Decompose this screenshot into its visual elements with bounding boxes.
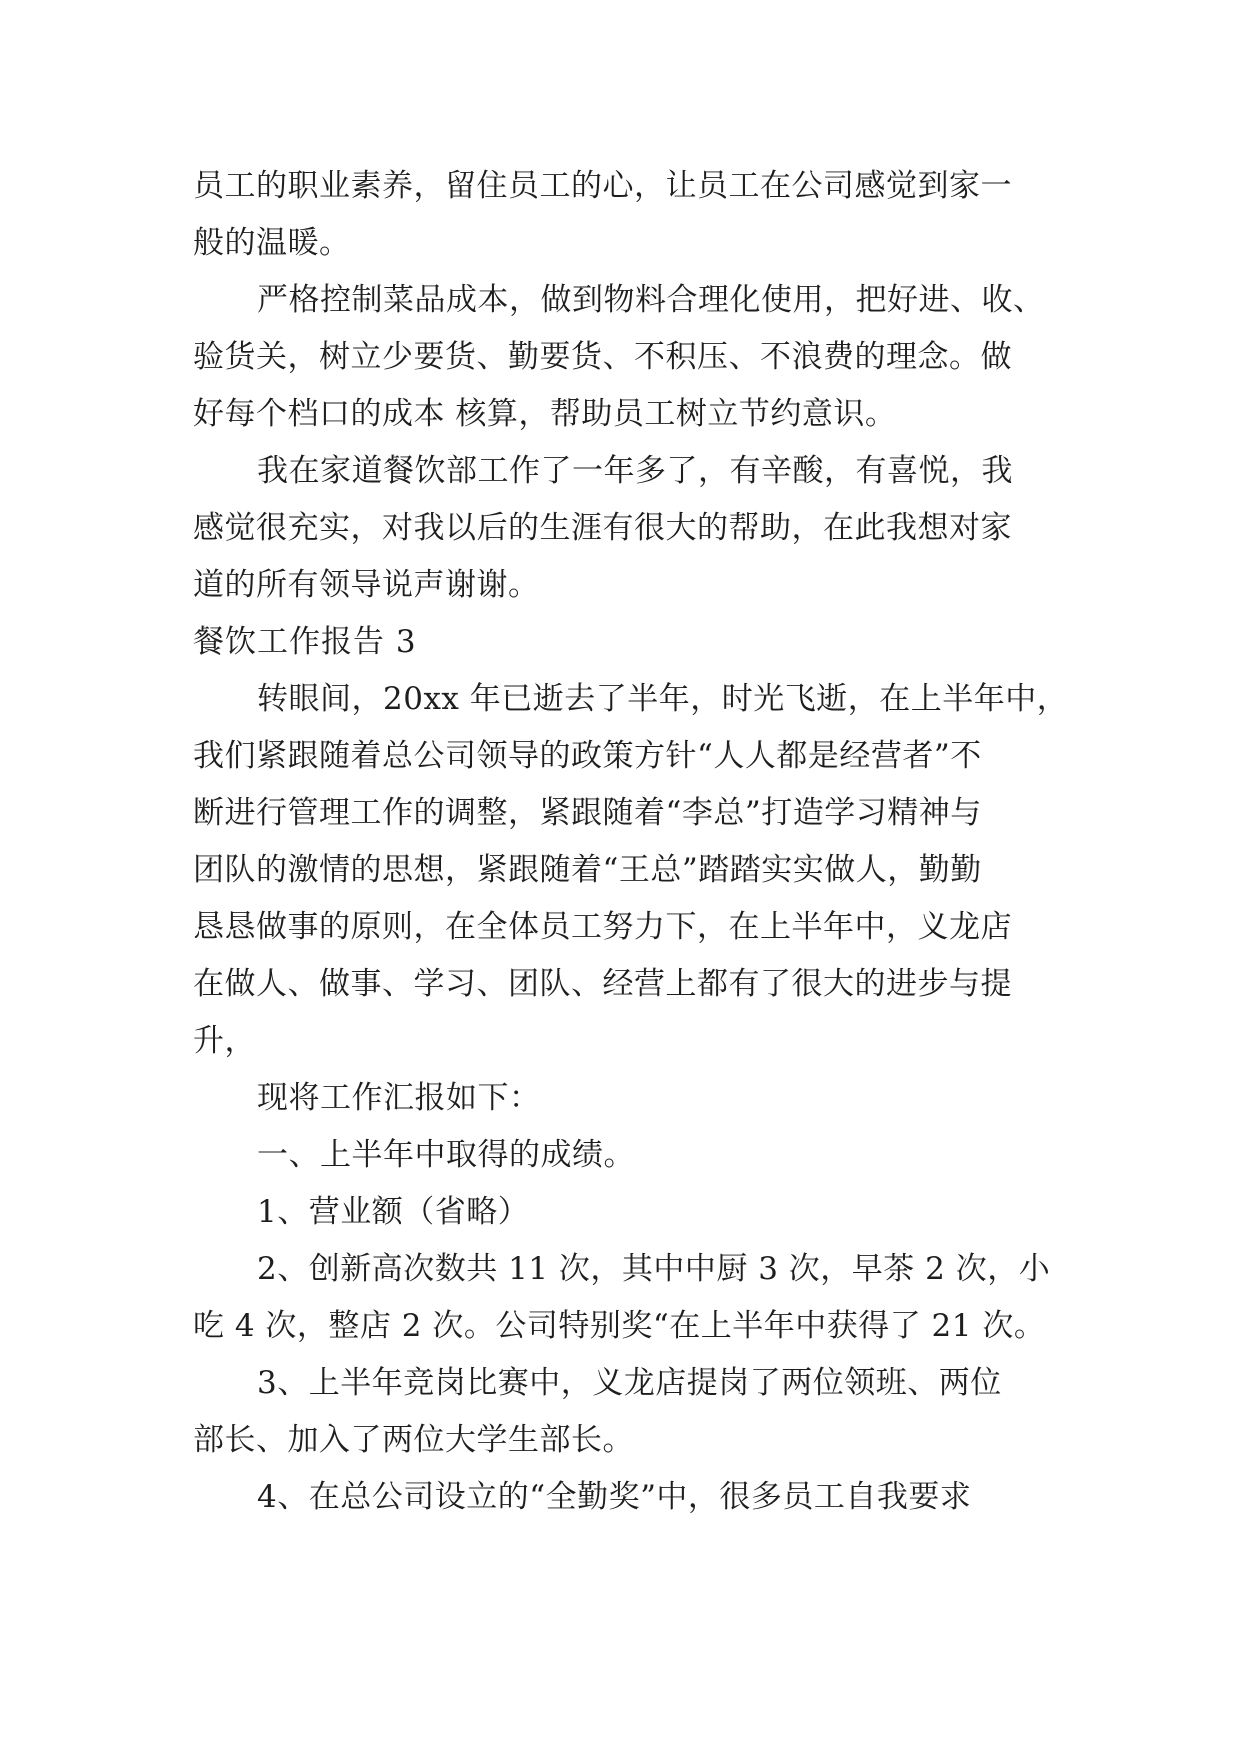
paragraph-line: 断进行管理工作的调整，紧跟随着“李总”打造学习精神与 <box>193 795 982 831</box>
paragraph-line: 现将工作汇报如下： <box>257 1080 541 1116</box>
paragraph-line: 团队的激情的思想，紧跟随着“王总”踏踏实实做人，勤勤 <box>193 852 982 888</box>
list-item: 1、营业额（省略） <box>257 1194 530 1230</box>
paragraph-line: 吃 4 次，整店 2 次。公司特别奖“在上半年中获得了 21 次。 <box>193 1308 1046 1344</box>
paragraph-line: 般的温暖。 <box>193 225 351 261</box>
paragraph-line: 在做人、做事、学习、团队、经营上都有了很大的进步与提 <box>193 966 1012 1002</box>
paragraph-line: 验货关，树立少要货、勤要货、不积压、不浪费的理念。做 <box>193 339 1012 375</box>
list-item: 4、在总公司设立的“全勤奖”中，很多员工自我要求 <box>257 1479 972 1515</box>
paragraph-line: 好每个档口的成本 核算，帮助员工树立节约意识。 <box>193 396 897 432</box>
paragraph-line: 升， <box>193 1023 256 1059</box>
paragraph-line: 感觉很充实，对我以后的生涯有很大的帮助，在此我想对家 <box>193 510 1012 546</box>
paragraph-line: 我们紧跟随着总公司领导的政策方针“人人都是经营者”不 <box>193 738 982 774</box>
paragraph-line: 恳恳做事的原则，在全体员工努力下，在上半年中，义龙店 <box>193 909 1012 945</box>
list-item: 2、创新高次数共 11 次，其中中厨 3 次，早茶 2 次，小 <box>257 1251 1051 1287</box>
section-heading: 餐饮工作报告 3 <box>193 624 417 660</box>
list-heading: 一、上半年中取得的成绩。 <box>257 1137 635 1173</box>
paragraph-line: 道的所有领导说声谢谢。 <box>193 567 540 603</box>
paragraph-line: 部长、加入了两位大学生部长。 <box>193 1422 634 1458</box>
paragraph-line: 转眼间，20xx 年已逝去了半年，时光飞逝，在上半年中， <box>257 681 1069 717</box>
paragraph-line: 严格控制菜品成本，做到物料合理化使用，把好进、收、 <box>257 282 1045 318</box>
list-item: 3、上半年竞岗比赛中，义龙店提岗了两位领班、两位 <box>257 1365 1002 1401</box>
paragraph-line: 员工的职业素养，留住员工的心，让员工在公司感觉到家一 <box>193 168 1012 204</box>
paragraph-line: 我在家道餐饮部工作了一年多了，有辛酸，有喜悦，我 <box>257 453 1013 489</box>
